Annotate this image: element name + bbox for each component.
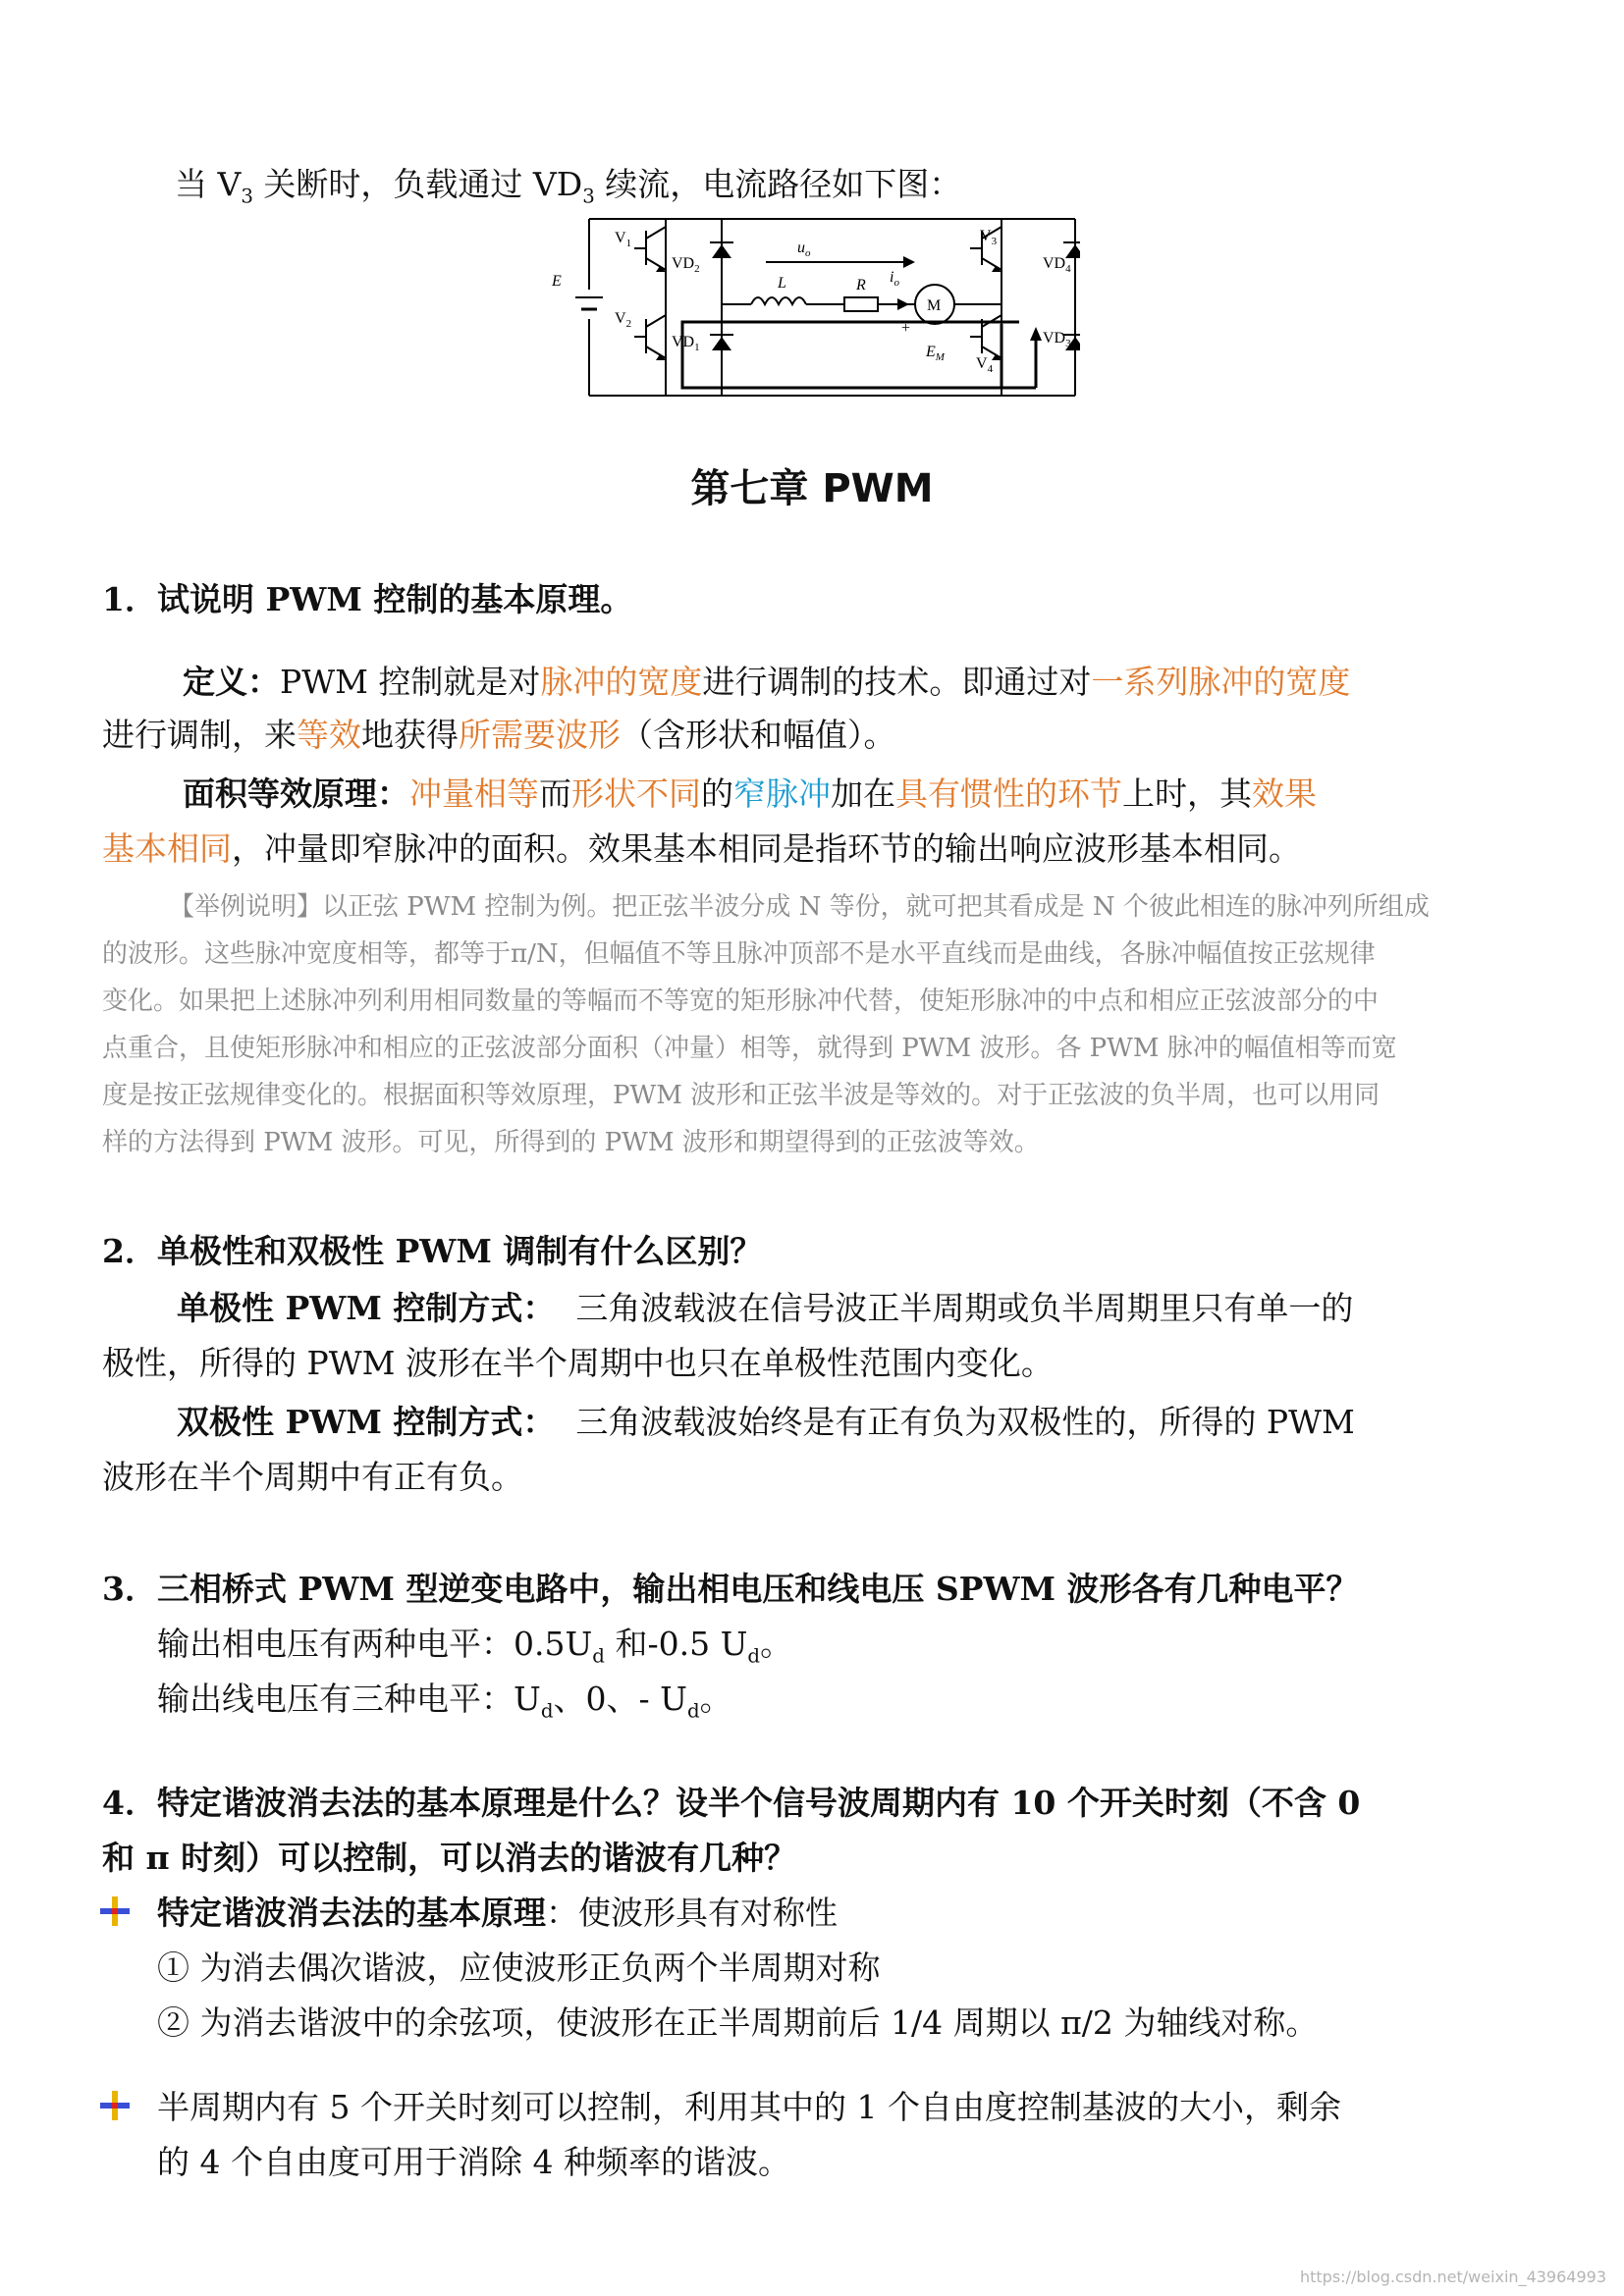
q4-answer-line2: 的 4 个自由度可用于消除 4 种频率的谐波。 bbox=[157, 2143, 790, 2181]
label-L: L bbox=[778, 275, 786, 292]
q1-example bbox=[102, 883, 1430, 1166]
q4-answer-line1: 半周期内有 5 个开关时刻可以控制，利用其中的 1 个自由度控制基波的大小，剩余 bbox=[157, 2088, 1341, 2126]
example-line-4: 点重合，且使矩形脉冲和相应的正弦波部分面积（冲量）相等，就得到 PWM 波形。各 PWM 脉冲的幅值相等而宽 bbox=[102, 1034, 1397, 1063]
example-line-5: 度是按正弦规律变化的。根据面积等效原理，PWM 波形和正弦半波是等效的。对于正弦波的负半周，也可以用同 bbox=[102, 1081, 1380, 1110]
chapter-title: 第七章 PWM bbox=[690, 466, 934, 511]
q1-title: 1．试说明 PWM 控制的基本原理。 bbox=[102, 580, 633, 618]
label-VD4: $VD_4$ bbox=[1043, 255, 1071, 275]
watermark: https://blog.csdn.net/weixin_43964993 bbox=[1299, 2268, 1606, 2286]
example-line-6: 样的方法得到 PWM 波形。可见，所得到的 PWM 波形和期望得到的正弦波等效。 bbox=[102, 1128, 1040, 1157]
q1-definition-line1: 定义：PWM 控制就是对脉冲的宽度进行调制的技术。即通过对一系列脉冲的宽度 bbox=[183, 663, 1351, 701]
intro-text: 当 $V_3$ 关断时，负载通过 $VD_3$ 续流，电流路径如下图： bbox=[175, 165, 962, 208]
label-V1: $V_1$ bbox=[615, 230, 632, 249]
q2-unipolar-line2: 极性，所得的 PWM 波形在半个周期中也只在单极性范围内变化。 bbox=[102, 1344, 1054, 1382]
q2-unipolar-line1: 单极性 PWM 控制方式： 三角波载波在信号波正半周期或负半周期里只有单一的 bbox=[177, 1289, 1354, 1327]
q4-item-1: ① 为消去偶次谐波，应使波形正负两个半周期对称 bbox=[157, 1949, 881, 1987]
label-VD2: $VD_2$ bbox=[672, 255, 700, 275]
q4-item-2: ② 为消去谐波中的余弦项，使波形在正半周期前后 1/4 周期以 π/2 为轴线对称。 bbox=[157, 2003, 1319, 2042]
label-V4: $V_4$ bbox=[976, 355, 994, 375]
label-V3: $V_3$ bbox=[980, 228, 998, 247]
label-uo: $u_o$ bbox=[797, 240, 811, 259]
example-line-3: 变化。如果把上述脉冲列利用相同数量的等幅而不等宽的矩形脉冲代替，使矩形脉冲的中点和相应正弦波部分的中 bbox=[102, 987, 1380, 1016]
label-VD1: $VD_1$ bbox=[672, 334, 700, 353]
label-R: R bbox=[856, 277, 866, 294]
label-io: $i_o$ bbox=[890, 269, 899, 289]
label-EM: $E_M$ bbox=[926, 344, 945, 363]
q3-title: 3．三相桥式 PWM 型逆变电路中，输出相电压和线电压 SPWM 波形各有几种电平？ bbox=[102, 1570, 1359, 1608]
plus-bullet-icon bbox=[98, 2089, 132, 2122]
q2-bipolar-line2: 波形在半个周期中有正有负。 bbox=[102, 1458, 523, 1496]
plus-bullet-icon bbox=[98, 1895, 132, 1928]
q4-principle: 特定谐波消去法的基本原理：使波形具有对称性 bbox=[157, 1894, 838, 1932]
label-V2: $V_2$ bbox=[615, 310, 632, 330]
q4-title-line2: 和 π 时刻）可以控制，可以消去的谐波有几种？ bbox=[102, 1839, 797, 1877]
q1-area-line1: 面积等效原理：冲量相等而形状不同的窄脉冲加在具有惯性的环节上时，其效果 bbox=[183, 774, 1317, 813]
label-plus: + bbox=[901, 320, 911, 337]
label-VD3: $VD_3$ bbox=[1043, 330, 1071, 349]
label-E: E bbox=[552, 273, 562, 290]
q2-title: 2．单极性和双极性 PWM 调制有什么区别？ bbox=[102, 1232, 763, 1270]
h-bridge-circuit-diagram bbox=[550, 211, 1080, 402]
q3-phase-voltage: 输出相电压有两种电平：$0.5U_d$ 和-0.5 $U_d$。 bbox=[157, 1625, 793, 1668]
q1-definition-line2: 进行调制，来等效地获得所需要波形（含形状和幅值）。 bbox=[102, 716, 896, 754]
example-line-2: 的波形。这些脉冲宽度相等，都等于π/N，但幅值不等且脉冲顶部不是水平直线而是曲线，各脉冲幅值按正弦规律 bbox=[102, 939, 1376, 969]
q1-area-line2: 基本相同，冲量即窄脉冲的面积。效果基本相同是指环节的输出响应波形基本相同。 bbox=[102, 829, 1301, 868]
q4-title-line1: 4．特定谐波消去法的基本原理是什么？设半个信号波周期内有 10 个开关时刻（不含 0 bbox=[102, 1784, 1361, 1822]
q2-bipolar-line1: 双极性 PWM 控制方式： 三角波载波始终是有正有负为双极性的，所得的 PWM bbox=[177, 1403, 1355, 1441]
example-line-1: 【举例说明】以正弦 PWM 控制为例。把正弦半波分成 N 等份，就可把其看成是 N 个彼此相连的脉冲列所组成 bbox=[169, 892, 1430, 922]
q3-line-voltage: 输出线电压有三种电平：$U_d$、0、- $U_d$。 bbox=[157, 1680, 732, 1723]
label-M: M bbox=[927, 297, 942, 314]
